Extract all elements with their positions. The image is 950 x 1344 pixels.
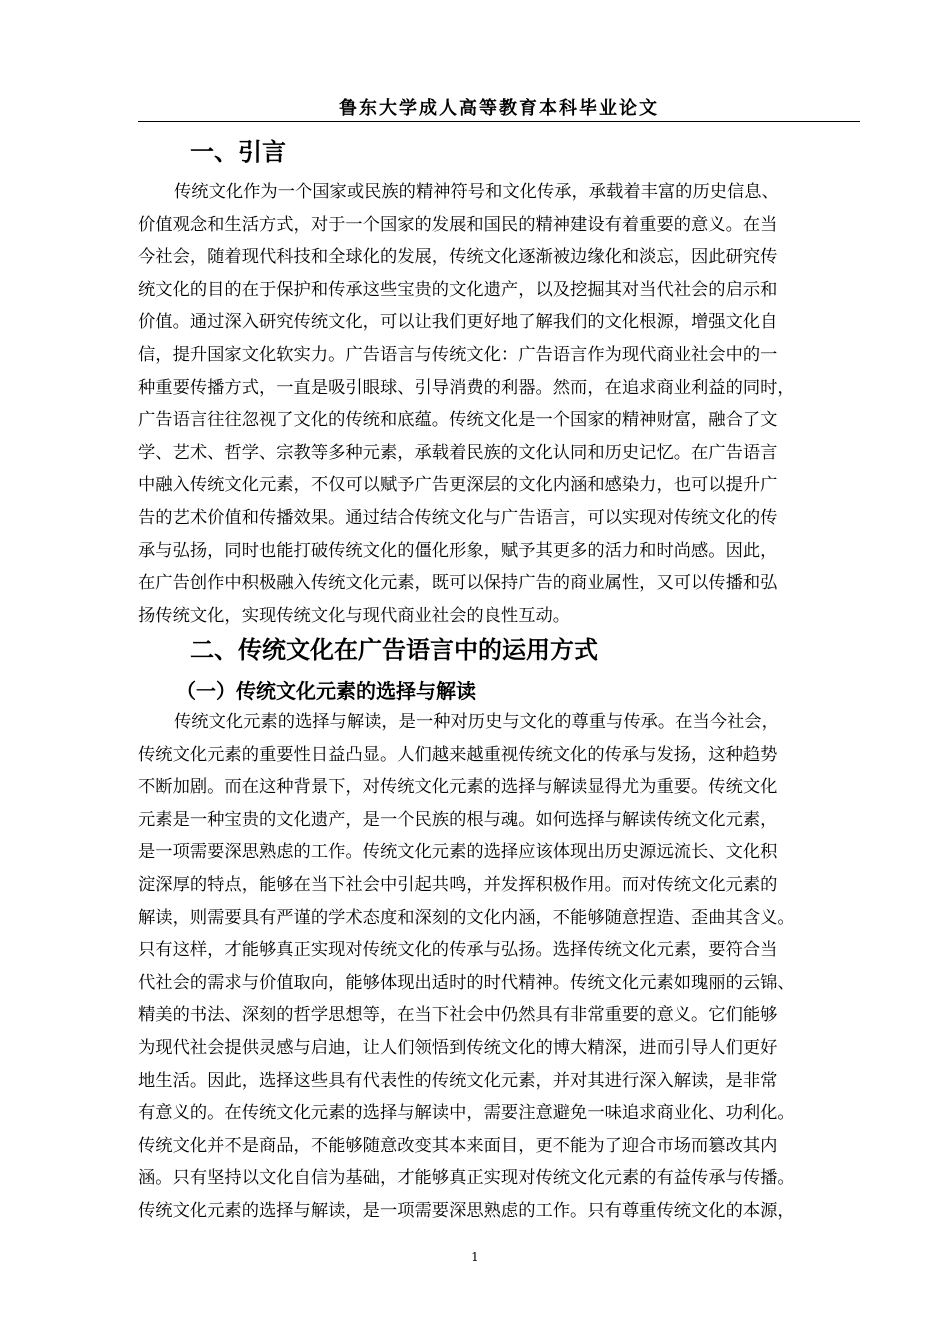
paragraph-line: 有意义的。在传统文化元素的选择与解读中，需要注意避免一味追求商业化、功利化。 bbox=[138, 1103, 795, 1124]
introduction-paragraph bbox=[138, 176, 860, 632]
paragraph-line: 在广告创作中积极融入传统文化元素，既可以保持广告的商业属性，又可以传播和弘 bbox=[138, 573, 778, 594]
paragraph-line: 统文化的目的在于保护和传承这些宝贵的文化遗产，以及挖掘其对当代社会的启示和 bbox=[138, 279, 778, 300]
paragraph-line: 代社会的需求与价值取向，能够体现出适时的时代精神。传统文化元素如瑰丽的云锦、 bbox=[138, 972, 795, 993]
paragraph-line: 今社会，随着现代科技和全球化的发展，传统文化逐渐被边缘化和淡忘，因此研究传 bbox=[138, 247, 778, 268]
paragraph-line: 只有这样，才能够真正实现对传统文化的传承与弘扬。选择传统文化元素，要符合当 bbox=[138, 940, 778, 961]
paragraph-line: 传统文化元素的选择与解读，是一种对历史与文化的尊重与传承。在当今社会， bbox=[174, 712, 779, 732]
paragraph-line: 传统文化并不是商品，不能够随意改变其本来面目，更不能为了迎合市场而篡改其内 bbox=[138, 1135, 778, 1156]
paragraph-line: 元素是一种宝贵的文化遗产，是一个民族的根与魂。如何选择与解读传统文化元素， bbox=[138, 809, 778, 830]
paragraph-line: 传统文化作为一个国家或民族的精神符号和文化传承，承载着丰富的历史信息、 bbox=[174, 182, 779, 202]
paragraph-line: 中融入传统文化元素，不仅可以赋予广告更深层的文化内涵和感染力，也可以提升广 bbox=[138, 475, 778, 496]
paragraph-line: 涵。只有坚持以文化自信为基础，才能够真正实现对传统文化元素的有益传承与传播。 bbox=[138, 1168, 795, 1189]
paragraph-line: 地生活。因此，选择这些具有代表性的传统文化元素，并对其进行深入解读，是非常 bbox=[138, 1070, 778, 1091]
paragraph-line: 承与弘扬，同时也能打破传统文化的僵化形象，赋予其更多的活力和时尚感。因此， bbox=[138, 540, 778, 561]
paragraph-line: 种重要传播方式，一直是吸引眼球、引导消费的利器。然而，在追求商业利益的同时， bbox=[138, 377, 795, 398]
page-number: 1 bbox=[471, 1250, 479, 1264]
paragraph-line: 为现代社会提供灵感与启迪，让人们领悟到传统文化的博大精深，进而引导人们更好 bbox=[138, 1037, 778, 1058]
paragraph-line: 告的艺术价值和传播效果。通过结合传统文化与广告语言，可以实现对传统文化的传 bbox=[138, 507, 778, 528]
paragraph-line: 传统文化元素的重要性日益凸显。人们越来越重视传统文化的传承与发扬，这种趋势 bbox=[138, 744, 778, 765]
paragraph-line: 淀深厚的特点，能够在当下社会中引起共鸣，并发挥积极作用。而对传统文化元素的 bbox=[138, 874, 778, 895]
paragraph-line: 价值。通过深入研究传统文化，可以让我们更好地了解我们的文化根源，增强文化自 bbox=[138, 312, 778, 333]
paragraph-line: 精美的书法、深刻的哲学思想等，在当下社会中仍然具有非常重要的意义。它们能够 bbox=[138, 1005, 778, 1026]
subsection-heading: （一）传统文化元素的选择与解读 bbox=[176, 679, 476, 703]
paragraph-line: 是一项需要深思熟虑的工作。传统文化元素的选择应该体现出历史源远流长、文化积 bbox=[138, 842, 778, 863]
paragraph-line: 解读，则需要具有严谨的学术态度和深刻的文化内涵，不能够随意捏造、歪曲其含义。 bbox=[138, 907, 795, 928]
running-header-title: 鲁东大学成人高等教育本科毕业论文 bbox=[339, 98, 659, 119]
paragraph-line: 不断加剧。而在这种背景下，对传统文化元素的选择与解读显得尤为重要。传统文化 bbox=[138, 777, 778, 798]
paragraph-line: 学、艺术、哲学、宗教等多种元素，承载着民族的文化认同和历史记忆。在广告语言 bbox=[138, 442, 778, 463]
paragraph-line: 扬传统文化，实现传统文化与现代商业社会的良性互动。 bbox=[138, 605, 571, 626]
header-divider bbox=[138, 121, 860, 122]
paragraph-line: 广告语言往往忽视了文化的传统和底蕴。传统文化是一个国家的精神财富，融合了文 bbox=[138, 410, 778, 431]
paragraph-line: 传统文化元素的选择与解读，是一项需要深思熟虑的工作。只有尊重传统文化的本源， bbox=[138, 1200, 795, 1221]
section-heading-introduction: 一、引言 bbox=[190, 138, 286, 166]
subsection-paragraph bbox=[138, 706, 860, 1228]
section-heading-application: 二、传统文化在广告语言中的运用方式 bbox=[190, 636, 598, 664]
paragraph-line: 价值观念和生活方式，对于一个国家的发展和国民的精神建设有着重要的意义。在当 bbox=[138, 214, 778, 235]
paragraph-line: 信，提升国家文化软实力。广告语言与传统文化：广告语言作为现代商业社会中的一 bbox=[138, 344, 778, 365]
